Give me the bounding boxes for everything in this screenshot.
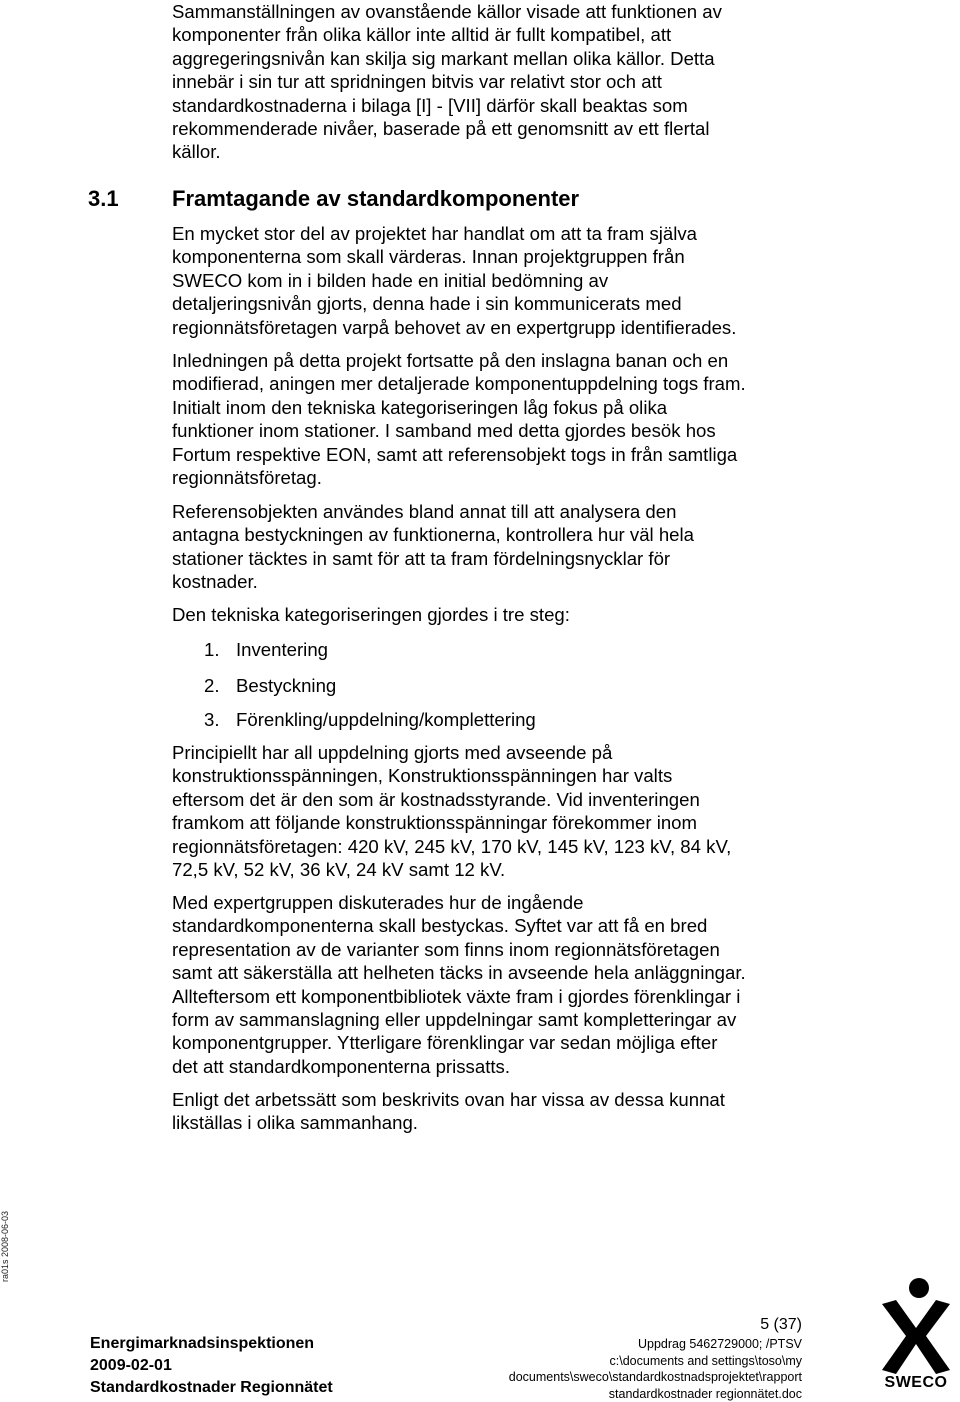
list-item-label: Bestyckning [236,675,336,696]
sweco-logo-icon [876,1276,956,1374]
section-title: Framtagande av standardkomponenter [172,186,579,211]
paragraph-5 [172,741,822,881]
list-item [204,674,336,697]
text-line: regionnätsföretagen varpå behovet av en expertgrupp identifierades. [172,316,822,339]
text-line: regionnätsföretagen: 420 kV, 245 kV, 170 kV, 145 kV, 123 kV, 84 kV, [172,835,822,858]
list-item-label: Förenkling/uppdelning/komplettering [236,709,536,730]
text-line: 72,5 kV, 52 kV, 36 kV, 24 kV samt 12 kV. [172,858,822,881]
paragraph-2 [172,349,822,489]
list-item-label: Inventering [236,639,328,660]
text-line: framkom att följande konstruktionsspänningar förekommer inom [172,811,822,834]
paragraph-6 [172,891,822,1078]
text-line: standardkostnaderna i bilaga [I] - [VII] därför skall beaktas som [172,94,822,117]
text-line: konstruktionsspänningen, Konstruktionsspänningen har valts [172,764,822,787]
list-item-number: 2. [204,674,236,697]
sweco-logo [876,1276,956,1392]
list-item-number: 3. [204,708,236,731]
text-line: Allteftersom ett komponentbibliotek växte fram i gjordes förenklingar i [172,985,822,1008]
footer-client: Energimarknadsinspektionen [90,1333,333,1355]
text-line: samt att säkerställa att helheten täcks in avseende hela anläggningar. [172,961,822,984]
text-line: det att standardkomponenterna prissatts. [172,1055,822,1078]
paragraph-7 [172,1088,822,1135]
text-line: Enligt det arbetssätt som beskrivits ovan har vissa av dessa kunnat [172,1088,822,1111]
footer-path-line: c:\documents and settings\toso\my [509,1353,802,1370]
text-line: likställas i olika sammanhang. [172,1111,822,1134]
text-line: innebär i sin tur att spridningen bitvis var relativt stor och att [172,70,822,93]
list-item [204,708,536,731]
text-line: antagna bestyckningen av funktionerna, kontrollera hur väl hela [172,523,822,546]
paragraph-3 [172,500,822,594]
text-line: källor. [172,140,822,163]
text-line: standardkomponenterna skall bestyckas. Syftet var att få en bred [172,914,822,937]
footer-left [90,1333,333,1399]
text-line: komponenterna som skall värderas. Innan projektgruppen från [172,245,822,268]
text-line: kostnader. [172,570,822,593]
footer-right [509,1336,802,1402]
paragraph-4 [172,603,822,626]
footer-date: 2009-02-01 [90,1355,333,1377]
text-line: En mycket stor del av projektet har handlat om att ta fram själva [172,222,822,245]
text-line: funktioner inom stationer. I samband med detta gjordes besök hos [172,419,822,442]
text-line: detaljeringsnivån gjorts, denna hade i sin kommunicerats med [172,292,822,315]
text-line: Initialt inom den tekniska kategoriseringen låg fokus på olika [172,396,822,419]
text-line: Sammanställningen av ovanstående källor visade att funktionen av [172,0,822,23]
revision-stamp: ra01s 2008-06-03 [0,1211,10,1282]
text-line: komponentgrupper. Ytterligare förenklingar var sedan möjliga efter [172,1031,822,1054]
text-line: Den tekniska kategoriseringen gjordes i tre steg: [172,603,822,626]
footer-path-line: standardkostnader regionnätet.doc [509,1386,802,1402]
text-line: rekommenderade nivåer, baserade på ett genomsnitt av ett flertal [172,117,822,140]
logo-text: SWECO [876,1374,956,1392]
text-line: Med expertgruppen diskuterades hur de ingående [172,891,822,914]
text-line: aggregeringsnivån kan skilja sig markant mellan olika källor. Detta [172,47,822,70]
section-heading [172,186,579,212]
text-line: Fortum respektive EON, samt att referensobjekt togs in från samtliga [172,443,822,466]
list-item [204,638,328,661]
intro-paragraph [172,0,822,164]
text-line: komponenter från olika källor inte alltid är fullt kompatibel, att [172,23,822,46]
text-line: eftersom det är den som är kostnadsstyrande. Vid inventeringen [172,788,822,811]
text-line: stationer täcktes in samt för att ta fram fördelningsnycklar för [172,547,822,570]
text-line: Referensobjekten användes bland annat till att analysera den [172,500,822,523]
text-line: representation av de varianter som finns inom regionnätsföretagen [172,938,822,961]
text-line: Principiellt har all uppdelning gjorts med avseende på [172,741,822,764]
text-line: SWECO kom in i bilden hade en initial bedömning av [172,269,822,292]
section-number: 3.1 [88,186,172,212]
text-line: Inledningen på detta projekt fortsatte på den inslagna banan och en [172,349,822,372]
text-line: modifierad, aningen mer detaljerade komponentuppdelning togs fram. [172,372,822,395]
paragraph-1 [172,222,822,339]
page-number: 5 (37) [760,1316,802,1334]
list-item-number: 1. [204,638,236,661]
footer-title: Standardkostnader Regionnätet [90,1377,333,1399]
text-line: regionnätsföretag. [172,466,822,489]
footer-path-line: documents\sweco\standardkostnadsprojektet\rapport [509,1369,802,1386]
text-line: form av sammanslagning eller uppdelningar samt kompletteringar av [172,1008,822,1031]
footer-assignment: Uppdrag 5462729000; /PTSV [509,1336,802,1353]
